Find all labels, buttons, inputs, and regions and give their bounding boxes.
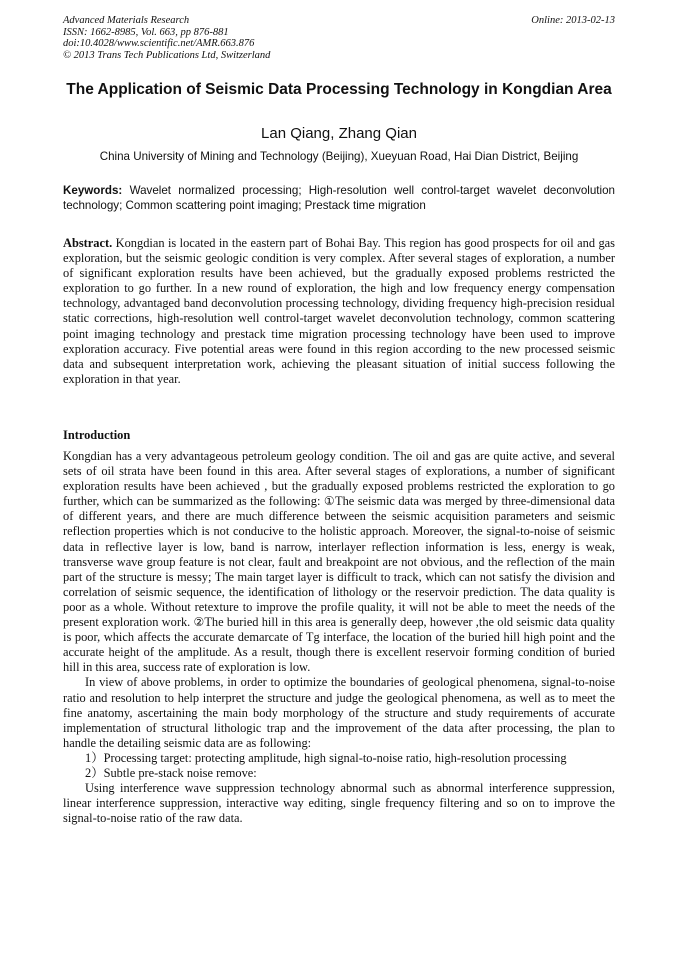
keywords-label: Keywords: [63, 184, 123, 197]
list-item-2: 2）Subtle pre-stack noise remove: [85, 765, 257, 780]
intro-paragraph-2: In view of above problems, in order to optimize the boundaries of geological phenomena, signal-to-noise ratio and resolution to help interpret the structure and judge the geological phenomena, as well as to meet the fine anatomy, ascertaining the main body morphology of the structure and study requirements of accurate implementation of structural lithologic trap and the improvement of the data after processing, the plan to handle the detailing seismic data are as following: [63, 675, 615, 750]
journal-name: Advanced Materials Research [63, 15, 190, 26]
intro-paragraph-1 [63, 449, 615, 675]
intro-p1-part-a: Kongdian has a very advantageous petroleum geology condition. The oil and gas are quite active, and several sets of oil strata have been found in this area. After several stages of explorations, a number of significant exploration results have been achieved , but the gradually exposed problems restricted the exploration to go further, which can be summarized as the following: [63, 449, 615, 509]
abstract-label: Abstract. [63, 236, 113, 250]
copyright: © 2013 Trans Tech Publications Ltd, Switzerland [63, 49, 271, 61]
list-item-1: 1）Processing target: protecting amplitude, high signal-to-noise ratio, high-resolution processing [85, 750, 567, 765]
introduction-heading: Introduction [63, 428, 131, 442]
online-date: Online: 2013-02-13 [531, 15, 615, 26]
abstract [63, 236, 615, 387]
intro-paragraph-3: Using interference wave suppression technology abnormal such as abnormal interference suppression, linear interference suppression, interactive way editing, single frequency filtering and so on to improve the signal-to-noise ratio of the raw data. [63, 781, 615, 826]
intro-p1-part-b: The seismic data was merged by three-dimensional data of different years, and there are much difference between the seismic acquisition parameters and seismic reflection properties which is not conducive to the holistic approach. Moreover, the signal-to-noise of seismic data in reflective layer is low, band is narrow, interlayer reflection information is less, energy is weak, transverse wave group feature is not clear, fault and breakpoint are not obvious, and the reflection of the main part of the structure is messy; The main target layer is difficult to track, which can not satisfy the division and correlation of seismic sequence, the identification of lithology or the reservoir prediction. The data quality is poor as a whole. Without retexture to improve the profile quality, it will not be able to meet the needs of the present exploration work. [63, 494, 616, 630]
circled-two-marker: ② [193, 615, 205, 630]
doi: doi:10.4028/www.scientific.net/AMR.663.876 [63, 38, 255, 49]
issn: ISSN: 1662-8985, Vol. 663, pp 876-881 [63, 26, 229, 38]
affiliation: China University of Mining and Technology (Beijing), Xueyuan Road, Hai Dian District, Beijing [99, 150, 579, 163]
abstract-text: Kongdian is located in the eastern part of Bohai Bay. This region has good prospects for oil and gas exploration, but the seismic geologic condition is very complex. After several stages of exploration, a number of significant exploration results have been achieved, but the gradually exposed problems restricted the exploration to go further. In a new round of exploration, the high and low frequency energy compensation technology, advantaged band deconvolution processing technology, dividing frequency high-precision residual static corrections, high-resolution well control-target wavelet deconvolution technology, common scattering point imaging technology and prestack time migration processing technology have been used to improve exploration accuracy. Five potential areas were found in this region according to the new processed seismic data and subsequent interpretation work, achieving the pleasant situation of initial success following the exploration in that year. [63, 236, 615, 386]
paper-title: The Application of Seismic Data Processing Technology in Kongdian Area [66, 81, 612, 98]
journal-header [63, 15, 615, 61]
authors: Lan Qiang, Zhang Qian [261, 125, 417, 142]
introduction-body [63, 449, 615, 826]
intro-p1-part-c: The buried hill in this area is generally deep, however ,the old seismic data quality is poor, which affects the accurate demarcate of Tg interface, the location of the buried hill high point and the accurate height of the amplitude. As a result, though there is excellent reservoir forming condition of buried hill in this area, success rate of exploration is low. [63, 615, 615, 675]
keywords-text: Wavelet normalized processing; High-resolution well control-target wavelet deconvolution technology; Common scattering point imaging; Prestack time migration [63, 184, 615, 212]
keywords [63, 184, 615, 213]
circled-one-marker: ① [323, 494, 335, 509]
